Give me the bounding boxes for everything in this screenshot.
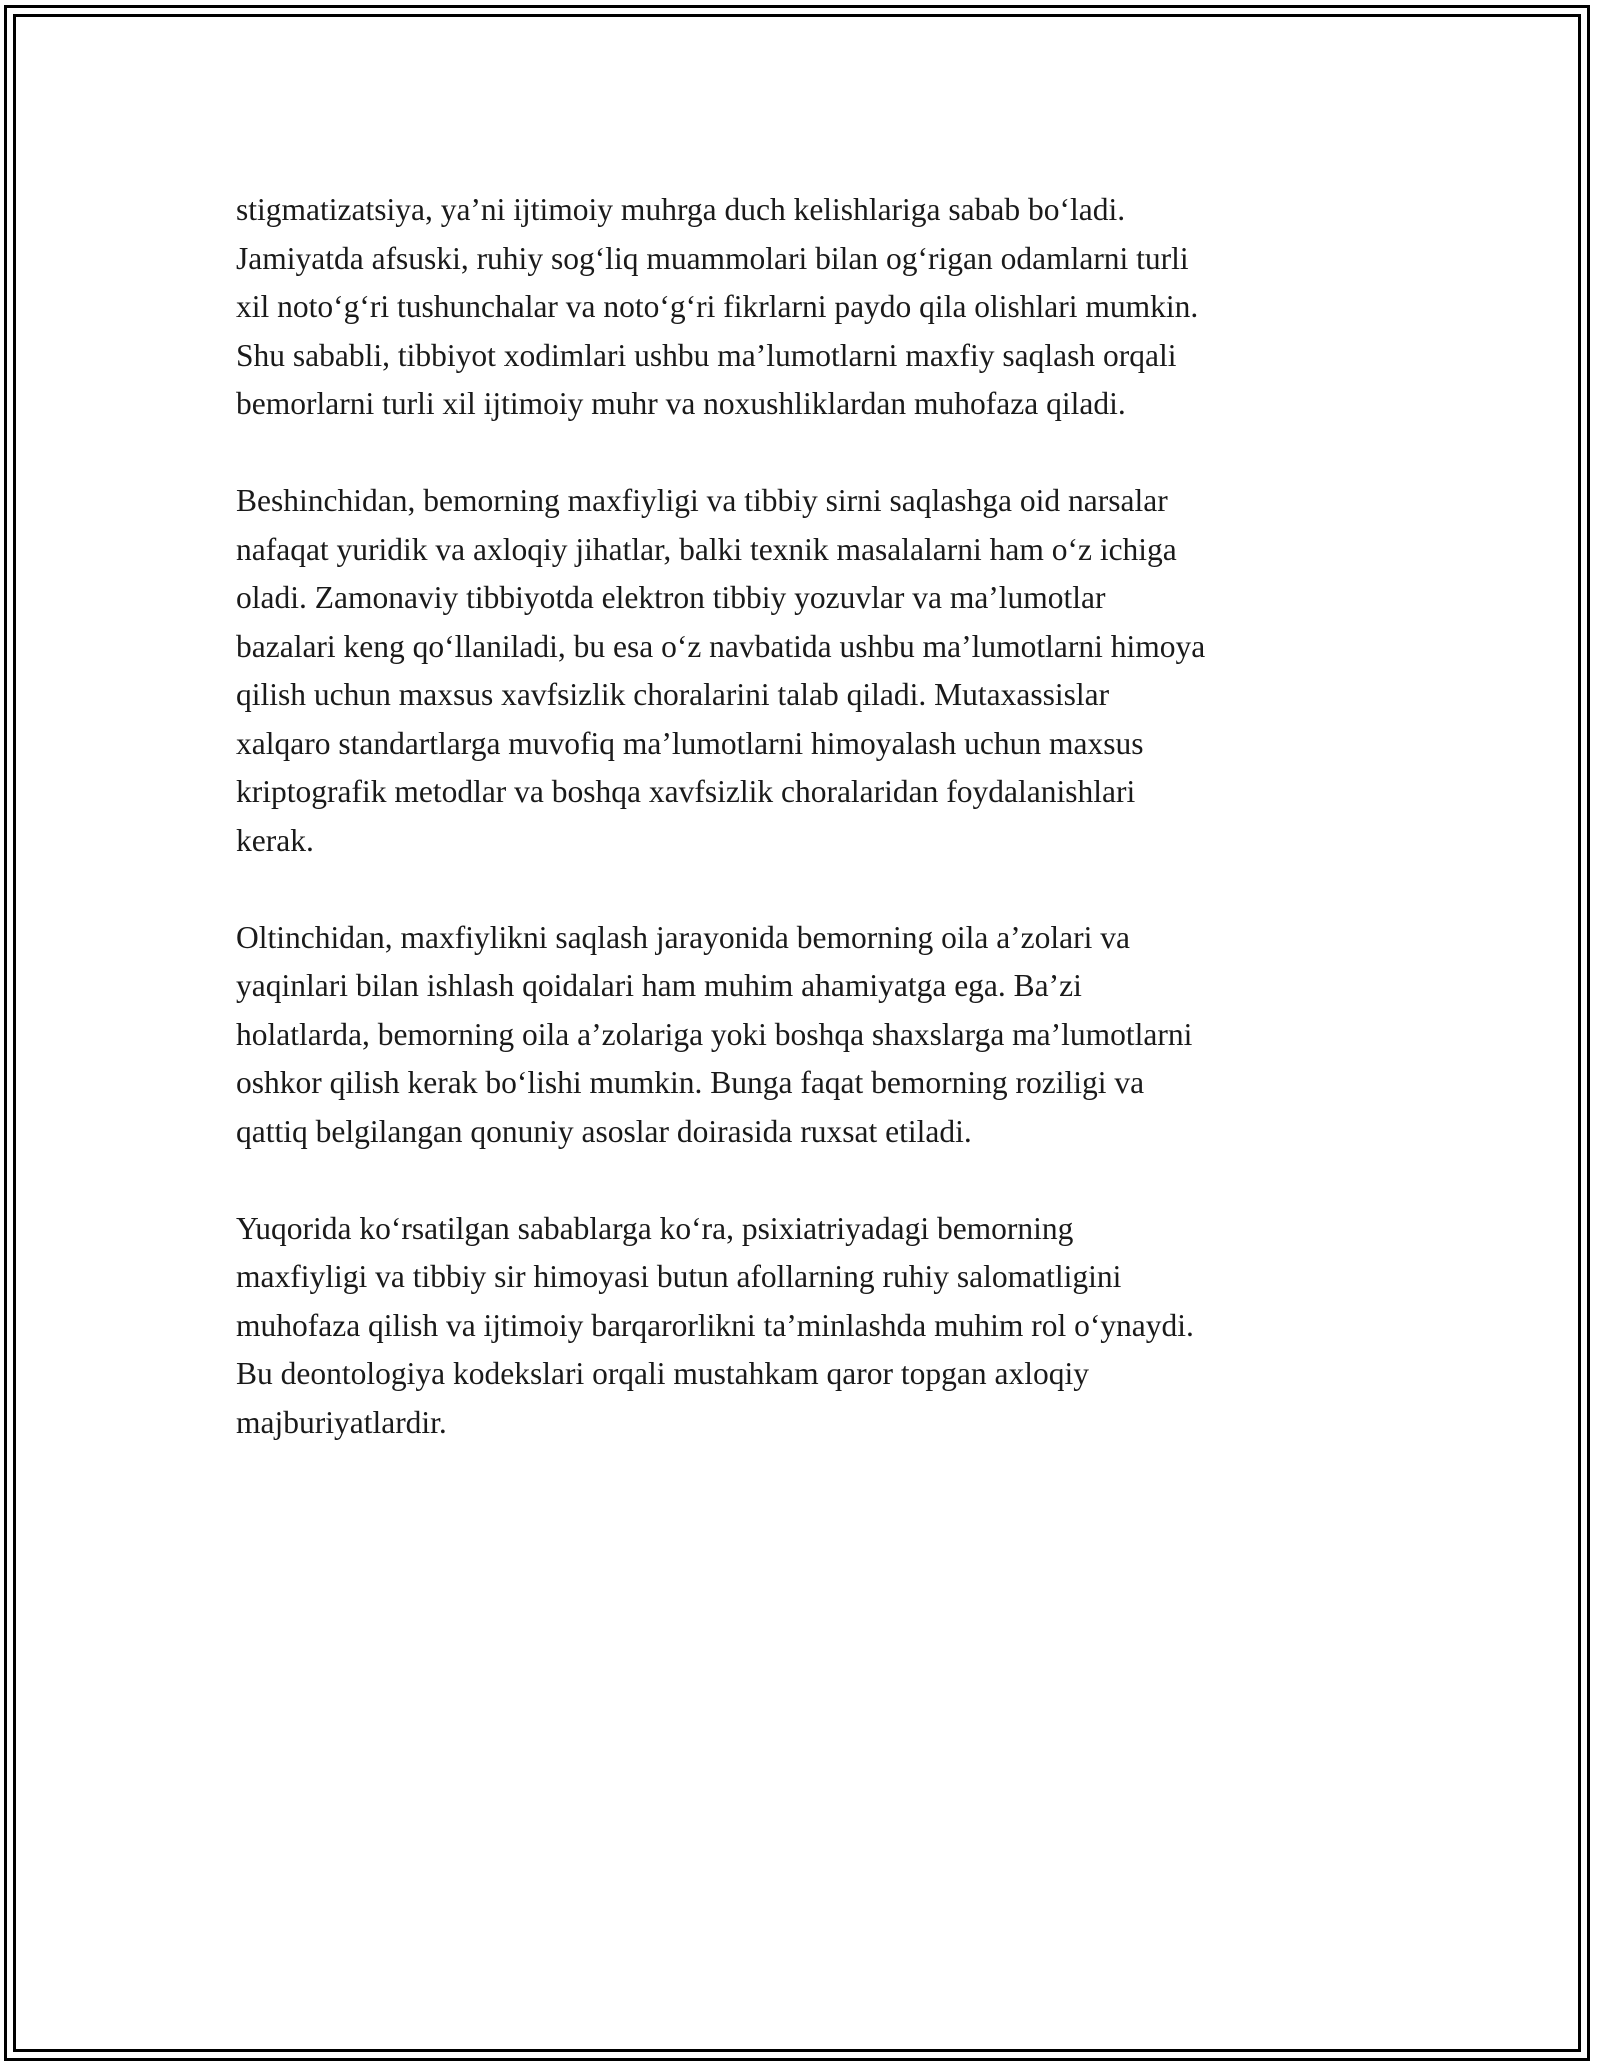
- document-body: [236, 186, 1366, 1496]
- paragraph-sixth: Oltinchidan, maxfiylikni saqlash jarayonida bemorning oila a’zolari va yaqinlari bilan ishlash qoidalari ham muhim ahamiyatga ega. Ba’zi holatlarda, bemorning oila a’zolariga yoki boshqa shaxslarga ma’lumotlarni oshkor qilish kerak bo‘lishi mumkin. Bunga faqat bemorning roziligi va qattiq belgilangan qonuniy asoslar doirasida ruxsat etiladi.: [236, 919, 1193, 1149]
- paragraph-conclusion: Yuqorida ko‘rsatilgan sabablarga ko‘ra, psixiatriyadagi bemorning maxfiyligi va tibbiy sir himoyasi butun afollarning ruhiy salomatligini muhofaza qilish va ijtimoiy barqarorlikni ta’minlashda muhim rol o‘ynaydi. Bu deontologiya kodekslari orqali mustahkam qaror topgan axloqiy majburiyatlardir.: [236, 1210, 1194, 1440]
- paragraph-stigmatization: stigmatizatsiya, ya’ni ijtimoiy muhrga duch kelishlariga sabab bo‘ladi. Jamiyatda afsuski, ruhiy sog‘liq muammolari bilan og‘rigan odamlarni turli xil noto‘g‘ri tushunchalar va noto‘g‘ri fikrlarni paydo qila olishlari mumkin. Shu sababli, tibbiyot xodimlari ushbu ma’lumotlarni maxfiy saqlash orqali bemorlarni turli xil ijtimoiy muhr va noxushliklardan muhofaza qiladi.: [236, 192, 1199, 421]
- paragraph-fifth: Beshinchidan, bemorning maxfiyligi va tibbiy sirni saqlashga oid narsalar nafaqat yuridik va axloqiy jihatlar, balki texnik masalalarni ham o‘z ichiga oladi. Zamonaviy tibbiyotda elektron tibbiy yozuvlar va ma’lumotlar bazalari keng qo‘llaniladi, bu esa o‘z navbatida ushbu ma’lumotlarni himoya qilish uchun maxsus xavfsizlik choralarini talab qiladi. Mutaxassislar xalqaro standartlarga muvofiq ma’lumotlarni himoyalash uchun maxsus kriptografik metodlar va boshqa xavfsizlik choralaridan foydalanishlari kerak.: [236, 483, 1206, 858]
